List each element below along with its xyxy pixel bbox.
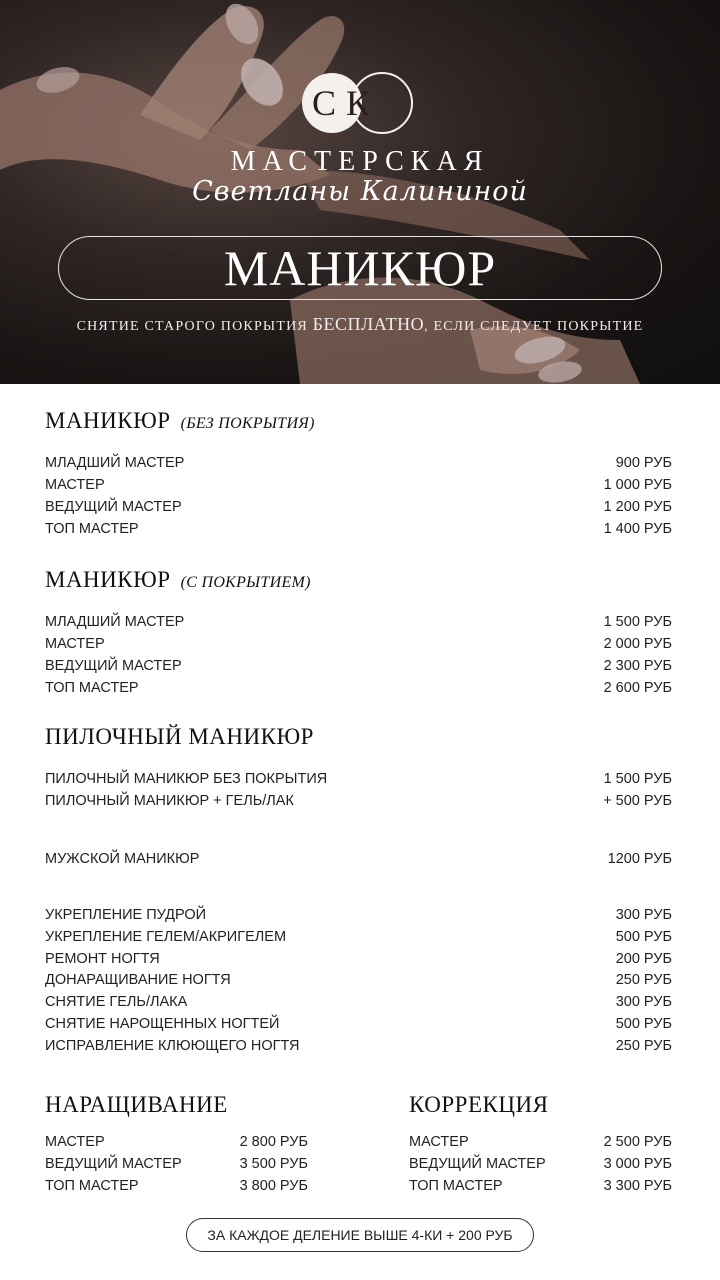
service-name: МАСТЕР [45, 636, 105, 652]
price-row [45, 951, 672, 973]
price-row [45, 929, 672, 951]
service-name: РЕМОНТ НОГТЯ [45, 951, 160, 967]
service-price: 1 500 РУБ [603, 771, 672, 787]
service-price: 1 400 РУБ [603, 521, 672, 537]
service-price: 900 РУБ [615, 455, 672, 471]
section-title-text: ПИЛОЧНЫЙ МАНИКЮР [45, 724, 314, 749]
service-price: 1 200 РУБ [603, 499, 672, 515]
section-title-with-coating [45, 567, 311, 593]
service-name: УКРЕПЛЕНИЕ ГЕЛЕМ/АКРИГЕЛЕМ [45, 929, 287, 945]
service-name: ПИЛОЧНЫЙ МАНИКЮР + ГЕЛЬ/ЛАК [45, 793, 294, 809]
logo-letters: СК [312, 83, 381, 123]
service-name: СНЯТИЕ ГЕЛЬ/ЛАКА [45, 994, 188, 1010]
section-title-text: МАНИКЮР [45, 567, 171, 592]
footer-note: ЗА КАЖДОЕ ДЕЛЕНИЕ ВЫШЕ 4-КИ + 200 РУБ [186, 1218, 534, 1252]
service-name: ТОП МАСТЕР [409, 1178, 503, 1194]
service-price: 500 РУБ [615, 929, 672, 945]
price-row [45, 1156, 308, 1178]
service-price: 2 600 РУБ [603, 680, 672, 696]
hero-note-after: , ЕСЛИ СЛЕДУЕТ ПОКРЫТИЕ [424, 319, 644, 334]
price-row [45, 771, 672, 793]
price-row [45, 680, 672, 702]
service-price: 200 РУБ [615, 951, 672, 967]
service-price: 2 500 РУБ [603, 1134, 672, 1150]
service-name: ТОП МАСТЕР [45, 1178, 139, 1194]
price-row [45, 636, 672, 658]
price-row [45, 1134, 308, 1156]
price-row [409, 1134, 672, 1156]
service-name: ТОП МАСТЕР [45, 521, 139, 537]
price-row [409, 1156, 672, 1178]
price-row [45, 658, 672, 680]
price-row [45, 521, 672, 543]
service-name: ИСПРАВЛЕНИЕ КЛЮЮЩЕГО НОГТЯ [45, 1038, 300, 1054]
price-row [45, 455, 672, 477]
price-row [45, 499, 672, 521]
service-name: МУЖСКОЙ МАНИКЮР [45, 851, 200, 867]
service-price: + 500 РУБ [603, 793, 672, 809]
price-row [45, 793, 672, 815]
service-price: 2 800 РУБ [239, 1134, 308, 1150]
service-price: 250 РУБ [615, 1038, 672, 1054]
service-price: 1 500 РУБ [603, 614, 672, 630]
brand-logo [296, 70, 420, 136]
section-title-note: (С ПОКРЫТИЕМ) [180, 574, 311, 591]
service-name: МАСТЕР [45, 1134, 105, 1150]
service-price: 3 000 РУБ [603, 1156, 672, 1172]
service-name: ВЕДУЩИЙ МАСТЕР [409, 1156, 546, 1172]
price-row [45, 1178, 308, 1200]
service-price: 500 РУБ [615, 1016, 672, 1032]
price-row [45, 1038, 672, 1060]
service-name: СНЯТИЕ НАРОЩЕННЫХ НОГТЕЙ [45, 1016, 280, 1032]
section-title-file [45, 724, 314, 750]
service-price: 3 300 РУБ [603, 1178, 672, 1194]
price-row [45, 614, 672, 636]
service-price: 2 300 РУБ [603, 658, 672, 674]
section-title-extension: НАРАЩИВАНИЕ [45, 1092, 228, 1117]
service-price: 1200 РУБ [607, 851, 672, 867]
service-name: ВЕДУЩИЙ МАСТЕР [45, 499, 182, 515]
section-title-no-coating [45, 408, 315, 434]
service-price: 2 000 РУБ [603, 636, 672, 652]
service-name: МАСТЕР [409, 1134, 469, 1150]
price-row [45, 477, 672, 499]
price-row [45, 972, 672, 994]
price-row [45, 851, 672, 873]
section-title-correction: КОРРЕКЦИЯ [409, 1092, 549, 1117]
price-row [45, 994, 672, 1016]
hero-note-before: СНЯТИЕ СТАРОГО ПОКРЫТИЯ [76, 319, 313, 334]
hero-note-free: БЕСПЛАТНО [312, 314, 425, 334]
hero-note [0, 314, 720, 335]
service-name: МЛАДШИЙ МАСТЕР [45, 455, 185, 471]
service-name: ТОП МАСТЕР [45, 680, 139, 696]
service-name: ВЕДУЩИЙ МАСТЕР [45, 658, 182, 674]
service-name: ВЕДУЩИЙ МАСТЕР [45, 1156, 182, 1172]
brand-title: МАСТЕРСКАЯ [230, 146, 490, 177]
service-name: МАСТЕР [45, 477, 105, 493]
hero-heading: МАНИКЮР [58, 236, 662, 300]
service-price: 1 000 РУБ [603, 477, 672, 493]
service-price: 300 РУБ [615, 907, 672, 923]
service-price: 3 500 РУБ [239, 1156, 308, 1172]
price-row [45, 907, 672, 929]
service-name: МЛАДШИЙ МАСТЕР [45, 614, 185, 630]
service-price: 3 800 РУБ [239, 1178, 308, 1194]
service-name: ДОНАРАЩИВАНИЕ НОГТЯ [45, 972, 231, 988]
service-price: 250 РУБ [615, 972, 672, 988]
service-name: УКРЕПЛЕНИЕ ПУДРОЙ [45, 907, 207, 923]
section-title-note: (БЕЗ ПОКРЫТИЯ) [180, 415, 315, 432]
price-row [45, 1016, 672, 1038]
hero-banner [0, 0, 720, 384]
price-row [409, 1178, 672, 1200]
section-title-text: МАНИКЮР [45, 408, 171, 433]
service-name: ПИЛОЧНЫЙ МАНИКЮР БЕЗ ПОКРЫТИЯ [45, 771, 328, 787]
service-price: 300 РУБ [615, 994, 672, 1010]
brand-subtitle: Светланы Калининой [192, 176, 528, 207]
